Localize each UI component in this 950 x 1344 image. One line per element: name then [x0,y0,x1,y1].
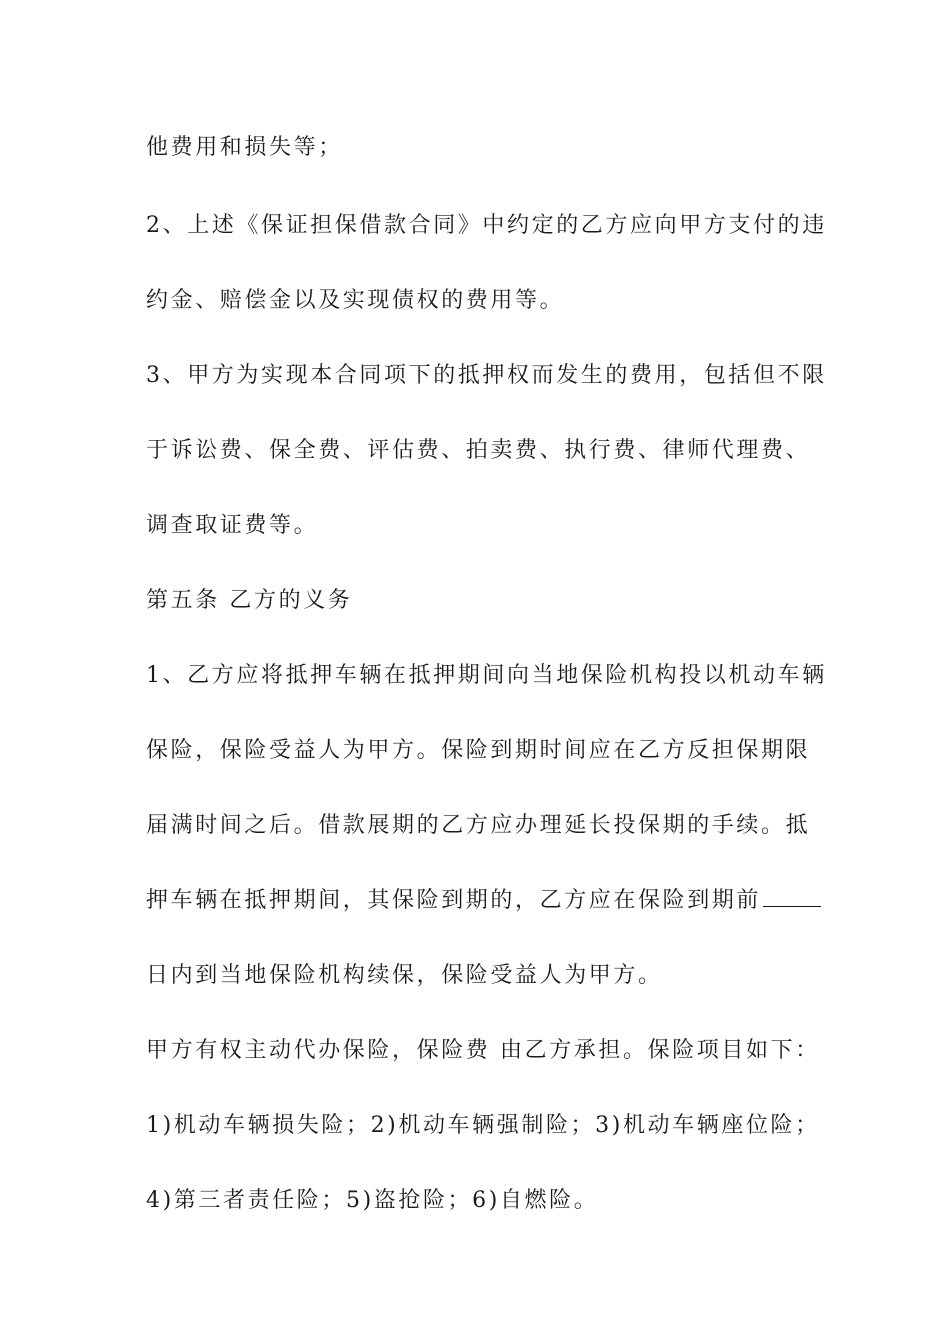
text-line: 他费用和损失等； [146,135,343,160]
text-line: 保险，保险受益人为甲方。保险到期时间应在乙方反担保期限 [146,738,811,763]
text-line: 1)机动车辆损失险；2)机动车辆强制险；3)机动车辆座位险； [146,1113,820,1138]
text-line: 于诉讼费、保全费、评估费、拍卖费、执行费、律师代理费、 [146,438,811,463]
section-heading: 第五条 乙方的义务 [146,588,353,613]
fill-in-blank [763,886,821,907]
text-line: 日内到当地保险机构续保，保险受益人为甲方。 [146,963,663,988]
text-line: 调查取证费等。 [146,513,319,538]
text-line: 4)第三者责任险；5)盗抢险；6)自燃险。 [146,1188,599,1213]
text-line: 2、上述《保证担保借款合同》中约定的乙方应向甲方支付的违 [146,213,827,238]
text-segment: 押车辆在抵押期间，其保险到期的，乙方应在保险到期前 [146,888,762,913]
text-line: 约金、赔偿金以及实现债权的费用等。 [146,288,565,313]
text-line: 届满时间之后。借款展期的乙方应办理延长投保期的手续。抵 [146,813,811,838]
text-line: 1、乙方应将抵押车辆在抵押期间向当地保险机构投以机动车辆 [146,663,827,688]
text-line-with-blank [146,886,821,916]
text-line: 3、甲方为实现本合同项下的抵押权而发生的费用，包括但不限 [146,363,827,388]
text-line: 甲方有权主动代办保险，保险费 由乙方承担。保险项目如下： [146,1038,820,1063]
